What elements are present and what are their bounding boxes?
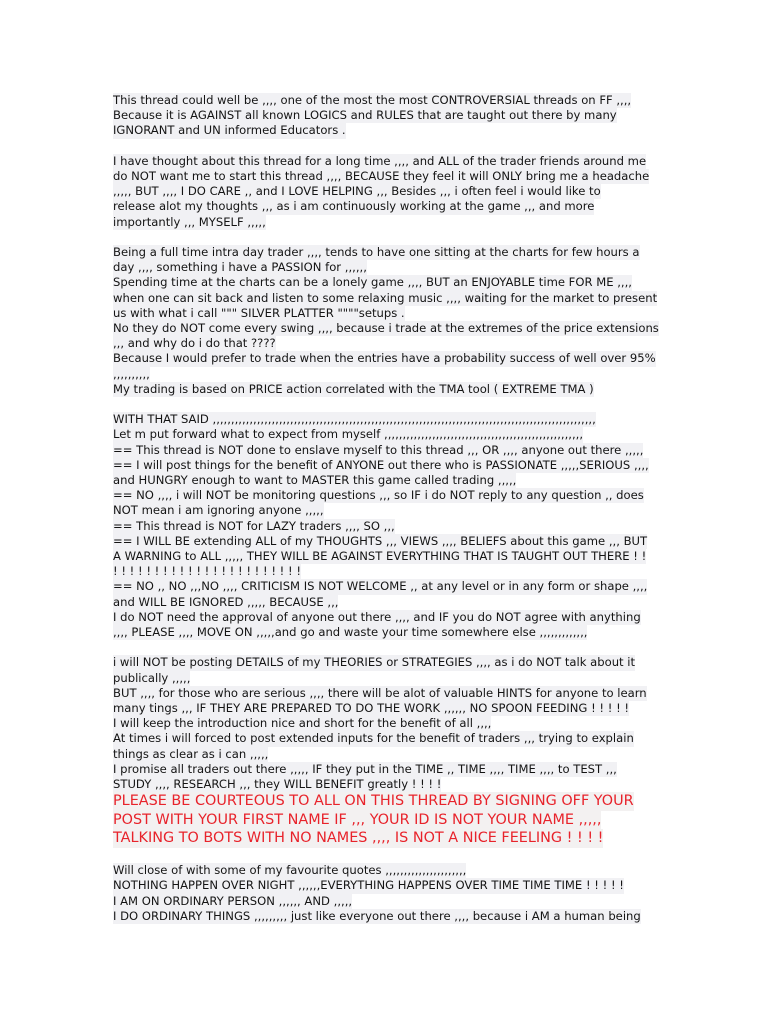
text-line: i will NOT be posting DETAILS of my THEORIES or STRATEGIES ,,,, as i do NOT talk about it <box>113 655 636 670</box>
text-line: This thread could well be ,,,, one of the most the most CONTROVERSIAL threads on FF ,,,, <box>113 93 632 107</box>
text-line: == This thread is NOT for LAZY traders ,,,, SO ,,, <box>113 518 395 533</box>
text-line: Because I would prefer to trade when the entries have a probability success of well over 95% <box>113 351 656 366</box>
text-line: I have thought about this thread for a long time ,,,, and ALL of the trader friends around me <box>113 153 647 168</box>
paragraph-quotes <box>113 863 661 924</box>
text-line: A WARNING to ALL ,,,,, THEY WILL BE AGAINST EVERYTHING THAT IS TAUGHT OUT THERE ! ! <box>113 549 647 564</box>
text-line: I will keep the introduction nice and short for the benefit of all ,,,, <box>113 716 492 731</box>
text-line: ,,,, PLEASE ,,,, MOVE ON ,,,,,and go and waste your time somewhere else ,,,,,,,,,,,,, <box>113 625 588 640</box>
text-line: Will close of with some of my favourite quotes ,,,,,,,,,,,,,,,,,,,,,, <box>113 863 467 878</box>
text-line: us with what i call """ SILVER PLATTER """"setups . <box>113 305 405 320</box>
text-line: release alot my thoughts ,,, as i am continuously working at the game ,,, and more <box>113 199 595 214</box>
paragraph-courteous-notice <box>113 792 661 848</box>
text-line: I AM ON ORDINARY PERSON ,,,,,, AND ,,,,, <box>113 893 353 908</box>
text-line: WITH THAT SAID ,,,,,,,,,,,,,,,,,,,,,,,,,,,,,,,,,,,,,,,,,,,,,,,,,,,,,,,,,,,,,,,,,,,,,,,,,,,,,,,,,,,,,,,,,,,,,,,,,,,,,,,, <box>113 412 596 427</box>
text-line: Spending time at the charts can be a lonely game ,,,, BUT an ENJOYABLE time FOR ME ,,,, <box>113 275 632 290</box>
text-line: and HUNGRY enough to want to MASTER this game called trading ,,,,, <box>113 473 517 488</box>
text-line: My trading is based on PRICE action correlated with the TMA tool ( EXTREME TMA ) <box>113 381 594 396</box>
notice-line: POST WITH YOUR FIRST NAME IF ,,, YOUR ID IS NOT YOUR NAME ,,,,, <box>113 811 602 828</box>
paragraph-thoughts <box>113 154 661 230</box>
paragraph-trader <box>113 245 661 397</box>
text-line: == NO ,,,, i will NOT be monitoring questions ,,, so IF i do NOT reply to any question ,, does <box>113 488 644 503</box>
paragraph-rules <box>113 412 661 640</box>
text-line: I DO ORDINARY THINGS ,,,,,,,,, just like everyone out there ,,,, because i AM a human being <box>113 908 641 923</box>
text-line: importantly ,,, MYSELF ,,,,, <box>113 214 266 229</box>
text-line: I promise all traders out there ,,,,, IF they put in the TIME ,, TIME ,,,, TIME ,,,, to TEST ,,, <box>113 761 617 776</box>
text-line: day ,,,, something i have a PASSION for ,,,,,, <box>113 260 367 275</box>
text-line: NOT mean i am ignoring anyone ,,,,, <box>113 503 324 518</box>
text-line: ,,,,, BUT ,,,, I DO CARE ,, and I LOVE HELPING ,,, Besides ,,, i often feel i would like to <box>113 184 601 199</box>
text-line: STUDY ,,,, RESEARCH ,,, they WILL BENEFIT greatly ! ! ! ! <box>113 777 442 792</box>
text-line: BUT ,,,, for those who are serious ,,,, there will be alot of valuable HINTS for anyone to learn <box>113 685 647 700</box>
text-line: IGNORANT and UN informed Educators . <box>113 123 346 138</box>
text-line: At times i will forced to post extended inputs for the benefit of traders ,,, trying to explain <box>113 731 634 746</box>
text-line: and WILL BE IGNORED ,,,,, BECAUSE ,,, <box>113 594 339 609</box>
paragraph-intro <box>113 93 661 139</box>
text-line: NOTHING HAPPEN OVER NIGHT ,,,,,,EVERYTHING HAPPENS OVER TIME TIME TIME ! ! ! ! ! <box>113 878 624 893</box>
text-line: Because it is AGAINST all known LOGICS and RULES that are taught out there by many <box>113 108 617 123</box>
text-line: == I will post things for the benefit of ANYONE out there who is PASSIONATE ,,,,,SERIOUS ,,,, <box>113 457 649 472</box>
text-line: ,,,,,,,,,, <box>113 366 150 381</box>
text-line: No they do NOT come every swing ,,,, because i trade at the extremes of the price extensions <box>113 321 659 336</box>
text-line: == NO ,, NO ,,,NO ,,,, CRITICISM IS NOT WELCOME ,, at any level or in any form or shape ,,,, <box>113 579 648 594</box>
text-line: ,,, and why do i do that ???? <box>113 336 276 351</box>
text-line: ! ! ! ! ! ! ! ! ! ! ! ! ! ! ! ! ! ! ! ! ! ! ! <box>113 564 301 579</box>
text-line: when one can sit back and listen to some relaxing music ,,,, waiting for the market to present <box>113 290 658 305</box>
text-line: do NOT want me to start this thread ,,,, BECAUSE they feel it will ONLY bring me a headache <box>113 169 650 183</box>
text-line: == I WILL BE extending ALL of my THOUGHTS ,,, VIEWS ,,,, BELIEFS about this game ,,, BUT <box>113 533 648 548</box>
paragraph-details <box>113 655 661 792</box>
notice-line: TALKING TO BOTS WITH NO NAMES ,,,, IS NOT A NICE FEELING ! ! ! ! <box>113 830 604 847</box>
text-line: I do NOT need the approval of anyone out there ,,,, and IF you do NOT agree with anything <box>113 609 641 624</box>
text-line: publically ,,,,, <box>113 670 191 685</box>
notice-line: PLEASE BE COURTEOUS TO ALL ON THIS THREAD BY SIGNING OFF YOUR <box>113 793 634 810</box>
text-line: == This thread is NOT done to enslave myself to this thread ,,, OR ,,,, anyone out there ,,,,, <box>113 442 644 457</box>
text-line: many tings ,,, IF THEY ARE PREPARED TO DO THE WORK ,,,,,, NO SPOON FEEDING ! ! ! ! ! <box>113 701 630 716</box>
text-line: things as clear as i can ,,,,, <box>113 746 269 761</box>
document-page <box>113 93 661 924</box>
text-line: Being a full time intra day trader ,,,, tends to have one sitting at the charts for few hours a <box>113 245 640 259</box>
text-line: Let m put forward what to expect from myself ,,,,,,,,,,,,,,,,,,,,,,,,,,,,,,,,,,,,,,,,,,,,,,,,,,,,,, <box>113 427 584 442</box>
